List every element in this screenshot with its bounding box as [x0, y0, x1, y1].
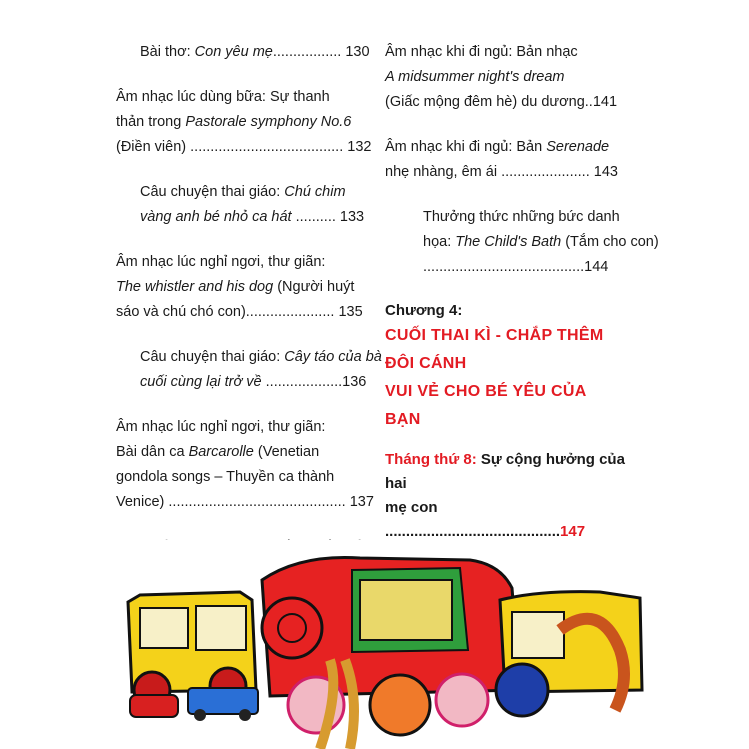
- toc-text-prefix: (Giấc mộng đêm hè) du dương..141: [385, 94, 618, 110]
- toc-text-prefix: Âm nhạc khi đi ngủ: Bản nhạc: [385, 44, 578, 60]
- toc-text-prefix: Bài dân ca: [116, 444, 189, 460]
- toc-entry-line: [140, 40, 370, 65]
- month-heading-line-2: [385, 496, 625, 544]
- chapter-title-line-2: VUI VẺ CHO BÉ YÊU CỦA BẠN: [385, 383, 587, 428]
- toc-text-italic: Con yêu mẹ: [194, 44, 273, 60]
- month-leader-dots: ..........................................: [385, 523, 561, 540]
- toc-text-italic: Serenade: [546, 139, 610, 155]
- toc-entry-line: [140, 370, 367, 395]
- toc-text-prefix: thản trong: [116, 114, 186, 130]
- toc-entry: [116, 40, 370, 65]
- toc-text-suffix: ...................... 135: [245, 304, 363, 320]
- toc-entry-line: [140, 205, 365, 230]
- child-drawing-cars-icon: [0, 540, 749, 749]
- toc-text-suffix: ...................................... 132: [190, 139, 372, 155]
- toc-entry: [385, 205, 659, 280]
- toc-entry-line: [116, 110, 352, 135]
- toc-text-prefix: Thưởng thức những bức danh: [423, 209, 620, 225]
- chapter-title-line-1: CUỐI THAI KÌ - CHẮP THÊM ĐÔI CÁNH: [385, 327, 604, 372]
- toc-text-italic: The Child's Bath: [455, 234, 562, 250]
- toc-entry-line: [116, 250, 352, 275]
- toc-entry-line: [116, 275, 355, 300]
- chapter-heading: [385, 300, 625, 434]
- toc-text-suffix: ........................................144: [423, 259, 609, 275]
- toc-text-italic: Pastorale symphony No.6: [185, 114, 352, 130]
- chapter-label: Chương 4:: [385, 302, 463, 319]
- toc-entry-line: [385, 160, 625, 185]
- toc-text-italic: Chú chim: [284, 184, 346, 200]
- toc-entry-line: [116, 300, 363, 325]
- toc-text-italic: Cây táo của bà: [284, 349, 382, 365]
- toc-text-suffix: .......... 133: [291, 209, 365, 225]
- toc-text-prefix: (Điền viên): [116, 139, 191, 155]
- toc-text-suffix: (Người huýt: [273, 279, 355, 295]
- toc-text-prefix: nhẹ nhàng, êm ái: [385, 164, 502, 180]
- month-title-part-1: Sự cộng hưởng của hai: [385, 451, 625, 492]
- toc-text-prefix: Âm nhạc lúc dùng bữa: Sự thanh: [116, 89, 330, 105]
- toc-entry-line: [423, 230, 659, 255]
- toc-text-italic: Barcarolle: [188, 444, 254, 460]
- toc-text-prefix: Âm nhạc lúc nghỉ ngơi, thư giãn:: [116, 254, 326, 270]
- toc-text-suffix: (Venetian: [253, 444, 320, 460]
- toc-entry-line: [385, 65, 625, 90]
- toc-text-prefix: Câu chuyện thai giáo:: [140, 349, 285, 365]
- month-title-part-2: mẹ con: [385, 499, 438, 516]
- toc-entry: [116, 415, 374, 515]
- toc-entry-line: [116, 490, 374, 515]
- toc-entry: [385, 40, 625, 115]
- toc-text-prefix: họa:: [423, 234, 456, 250]
- month-heading: [385, 448, 625, 544]
- toc-entry: [116, 250, 363, 325]
- toc-entry: [116, 180, 365, 230]
- toc-text-italic: The whistler and his dog: [116, 279, 274, 295]
- month-heading-line-1: [385, 448, 625, 496]
- toc-entry-line: [385, 90, 625, 115]
- toc-entry-line: [423, 205, 625, 230]
- toc-entry-line: [140, 180, 352, 205]
- toc-entry-line: [116, 135, 372, 160]
- toc-text-suffix: ................. 130: [272, 44, 370, 60]
- toc-entry: [116, 345, 382, 395]
- toc-text-suffix: (Tắm cho con): [561, 234, 659, 250]
- toc-text-suffix: ............................................ 137: [168, 494, 374, 510]
- toc-entry-line: [116, 85, 352, 110]
- toc-entry-line: [116, 465, 352, 490]
- toc-text-prefix: Âm nhạc khi đi ngủ: Bản: [385, 139, 547, 155]
- toc-entry-line: [385, 135, 625, 160]
- toc-text-prefix: Âm nhạc lúc nghỉ ngơi, thư giãn:: [116, 419, 326, 435]
- toc-text-prefix: Câu chuyện thai giáo:: [140, 184, 285, 200]
- toc-text-suffix: ...................... 143: [501, 164, 618, 180]
- toc-text-suffix: ...................136: [261, 374, 367, 390]
- toc-entry-line: [385, 40, 625, 65]
- toc-text-prefix: Bài thơ:: [140, 44, 195, 60]
- toc-entry: [385, 135, 625, 185]
- toc-text-italic: vàng anh bé nhỏ ca hát: [140, 209, 292, 225]
- month-label: Tháng thứ 8:: [385, 451, 477, 468]
- toc-text-prefix: gondola songs – Thuyền ca thành: [116, 469, 335, 485]
- month-page-number: 147: [560, 523, 586, 540]
- toc-entry: [116, 85, 372, 160]
- toc-entry-line: [140, 345, 382, 370]
- toc-text-prefix: Venice): [116, 494, 169, 510]
- toc-text-italic: A midsummer night's dream: [385, 69, 565, 85]
- toc-text-prefix: sáo và chú chó con): [116, 304, 246, 320]
- toc-entry-line: [116, 415, 352, 440]
- toc-text-italic: cuối cùng lại trở về: [140, 374, 262, 390]
- toc-entry-line: [116, 440, 352, 465]
- toc-entry-line: [423, 255, 625, 280]
